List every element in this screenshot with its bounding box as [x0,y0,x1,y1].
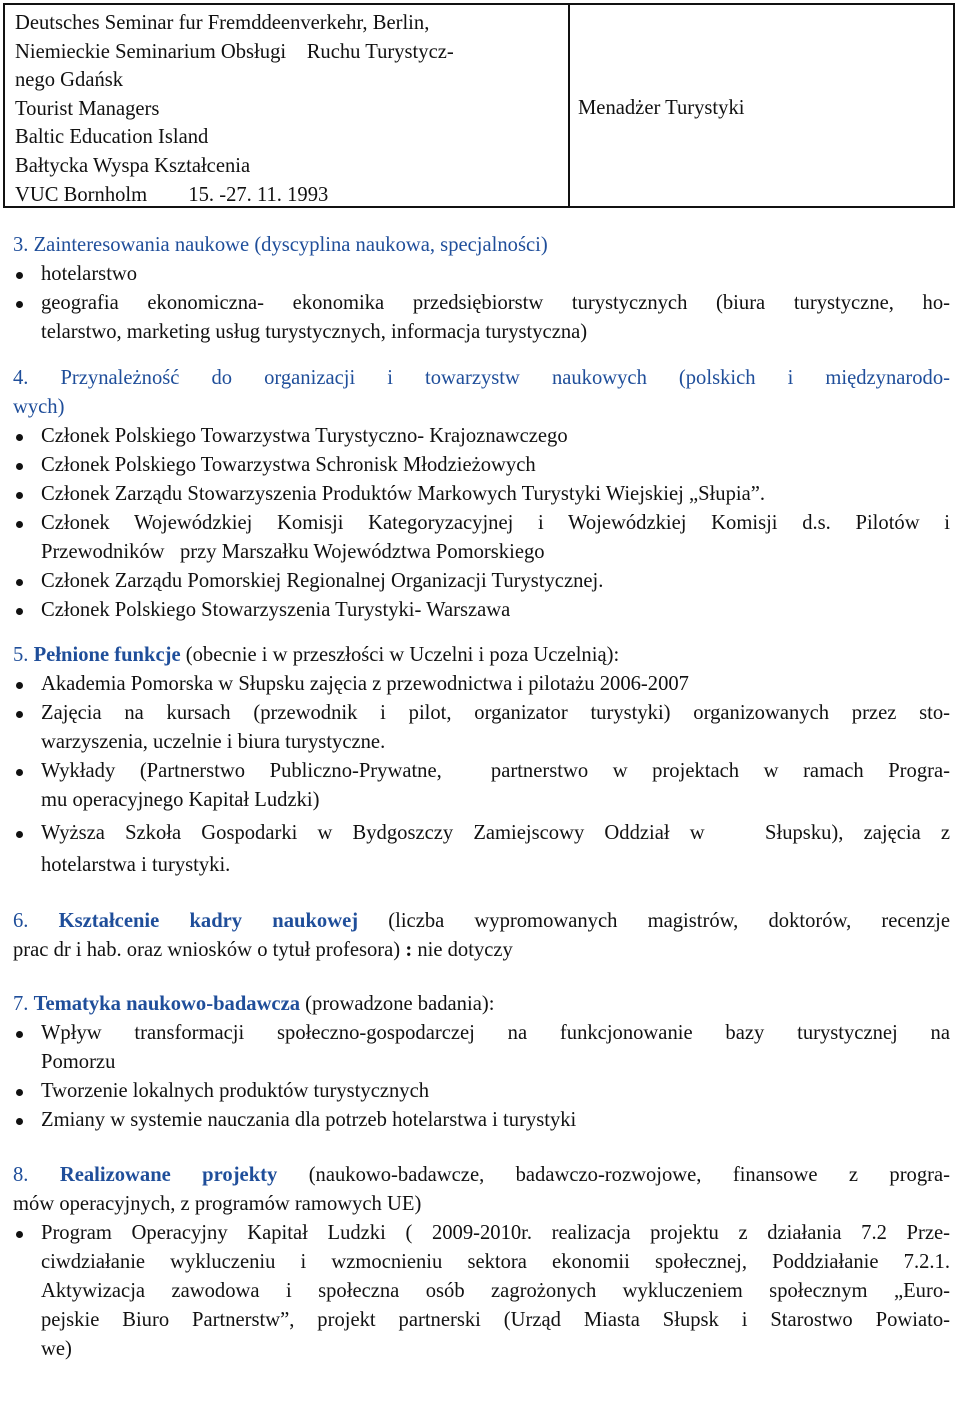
bullet-icon [16,579,23,586]
list-item-text: Pomorzu [41,1051,116,1073]
section-5 [13,641,950,880]
section-8-heading: Realizowane projekty [59,1164,278,1186]
list-item-text: geografia ekonomiczna- ekonomika przedsiębiorstw turystycznych (biura turystyczne, ho- [41,292,950,314]
list-item-text: Członek Polskiego Towarzystwa Turystyczno- Krajoznawczego [41,425,568,447]
list-item-text: Członek Zarządu Stowarzyszenia Produktów Markowych Turystyki Wiejskiej „Słupia”. [41,483,766,505]
section-8-list [13,1219,950,1364]
list-item-text: pejskie Biuro Partnerstw”, projekt partnerski (Urząd Miasta Słupsk i Starostwo Powiato- [41,1309,950,1331]
header-line: Bałtycka Wyspa Kształcenia [15,154,251,177]
section-6-text: prac dr i hab. oraz wniosków o tytuł profesora) [13,939,406,961]
list-item [13,1019,950,1077]
document-body [13,231,950,1364]
section-4 [13,364,950,625]
section-number: 5. [13,644,34,666]
list-item-text: Członek Wojewódzkiej Komisji Kategoryzacyjnej i Wojewódzkiej Komisji d.s. Pilotów i [41,512,950,534]
header-left-cell [5,5,570,206]
section-4-title-line: 4. Przynależność do organizacji i towarzystw naukowych (polskich i międzynarodo- [13,367,950,389]
header-line: nego Gdańsk [15,69,124,92]
list-item [13,451,950,480]
list-item-text: Wyższa Szkoła Gospodarki w Bydgoszczy Zamiejscowy Oddział w Słupsku), zajęcia z [41,822,950,844]
bullet-icon [16,608,23,615]
list-item [13,757,950,815]
section-7-title [13,990,950,1019]
section-6-value: nie dotyczy [412,939,513,961]
list-item-text: telarstwo, marketing usług turystycznych, informacja turystyczna) [41,321,588,343]
section-8-title [13,1161,950,1190]
bullet-icon [16,272,23,279]
header-line: Deutsches Seminar fur Fremddeenverkehr, Berlin, [15,12,430,34]
list-item-text: warzyszenia, uczelnie i biura turystyczne. [41,731,386,753]
section-6-title [13,907,950,936]
section-5-subtitle: (obecnie i w przeszłości w Uczelni i poza Uczelnią): [180,644,620,666]
list-item-text: hotelarstwo [41,263,138,285]
header-title: Menadżer Turystyki [578,97,745,119]
list-item [13,260,950,289]
list-item [13,670,950,699]
list-item-text: Wykłady (Partnerstwo Publiczno-Prywatne, partnerstwo w projektach w ramach Progra- [41,760,950,782]
bullet-icon [16,769,23,776]
section-number: 7. [13,993,34,1015]
bullet-icon [16,1089,23,1096]
list-item [13,1077,950,1106]
list-item [13,289,950,347]
list-item [13,567,950,596]
list-item-text: Program Operacyjny Kapitał Ludzki ( 2009-2010r. realizacja projektu z działania 7.2 Prze- [41,1222,950,1244]
list-item [13,422,950,451]
list-item [13,1106,950,1135]
section-7-list [13,1019,950,1135]
section-7-heading: Tematyka naukowo-badawcza [33,993,301,1015]
header-line: VUC Bornholm 15. -27. 11. 1993 [15,183,329,206]
section-6-line-2 [13,936,950,965]
list-item [13,819,950,880]
list-item [13,699,950,757]
section-6-subtitle: (liczba wypromowanych magistrów, doktorów, recenzje [358,910,950,932]
list-item [13,1219,950,1364]
bullet-icon [16,463,23,470]
section-7 [13,990,950,1135]
list-item [13,509,950,567]
section-6-colon: : [405,939,413,961]
bullet-icon [16,831,23,838]
header-right-cell [570,5,953,206]
section-8-subtitle-line: mów operacyjnych, z programów ramowych UE) [13,1193,422,1215]
list-item-text: Zmiany w systemie nauczania dla potrzeb hotelarstwa i turystyki [41,1109,577,1131]
bullet-icon [16,682,23,689]
section-number: 8. [13,1164,60,1186]
bullet-icon [16,1031,23,1038]
bullet-icon [16,492,23,499]
section-6-heading: Kształcenie kadry naukowej [58,910,359,932]
list-item-text: Wpływ transformacji społeczno-gospodarczej na funkcjonowanie bazy turystycznej na [41,1022,950,1044]
list-item-text: Członek Polskiego Stowarzyszenia Turystyki- Warszawa [41,599,511,621]
bullet-icon [16,301,23,308]
list-item [13,480,950,509]
list-item-text: Członek Polskiego Towarzystwa Schronisk Młodzieżowych [41,454,536,476]
list-item-text: Zajęcia na kursach (przewodnik i pilot, organizator turystyki) organizowanych przez sto- [41,702,950,724]
list-item-text: hotelarstwa i turystyki. [41,854,231,876]
section-4-title-line: wych) [13,396,65,418]
section-4-list [13,422,950,625]
section-7-subtitle: (prowadzone badania): [300,993,495,1015]
list-item-text: mu operacyjnego Kapitał Ludzki) [41,789,320,811]
header-line: Niemieckie Seminarium Obsługi Ruchu Turystycz- [15,40,454,63]
section-5-list [13,670,950,880]
list-item-text: Tworzenie lokalnych produktów turystycznych [41,1080,430,1102]
section-4-title [13,364,950,422]
section-3-title: 3. Zainteresowania naukowe (dyscyplina naukowa, specjalności) [13,234,548,256]
list-item-text: we) [41,1338,72,1360]
section-8 [13,1161,950,1364]
section-3-list [13,260,950,347]
section-5-title [13,641,950,670]
section-8-subtitle: (naukowo-badawcze, badawczo-rozwojowe, finansowe z progra- [277,1164,950,1186]
section-number: 6. [13,910,59,932]
bullet-icon [16,1118,23,1125]
bullet-icon [16,521,23,528]
section-3 [13,231,950,347]
header-table [3,3,955,208]
header-line: Tourist Managers [15,97,160,120]
section-6 [13,907,950,965]
section-5-heading: Pełnione funkcje [33,644,181,666]
bullet-icon [16,434,23,441]
list-item-text: Aktywizacja zawodowa i społeczna osób zagrożonych wykluczeniem społecznym „Euro- [41,1280,950,1302]
list-item-text: Członek Zarządu Pomorskiej Regionalnej Organizacji Turystycznej. [41,570,604,592]
list-item [13,596,950,625]
list-item-text: Akademia Pomorska w Słupsku zajęcia z przewodnictwa i pilotażu 2006-2007 [41,673,689,695]
list-item-text: Przewodników przy Marszałku Województwa Pomorskiego [41,541,545,563]
bullet-icon [16,1231,23,1238]
list-item-text: ciwdziałanie wykluczeniu i wzmocnieniu sektora ekonomii społecznej, Poddziałanie 7.2.1. [41,1251,950,1273]
header-line: Baltic Education Island [15,126,209,149]
bullet-icon [16,711,23,718]
